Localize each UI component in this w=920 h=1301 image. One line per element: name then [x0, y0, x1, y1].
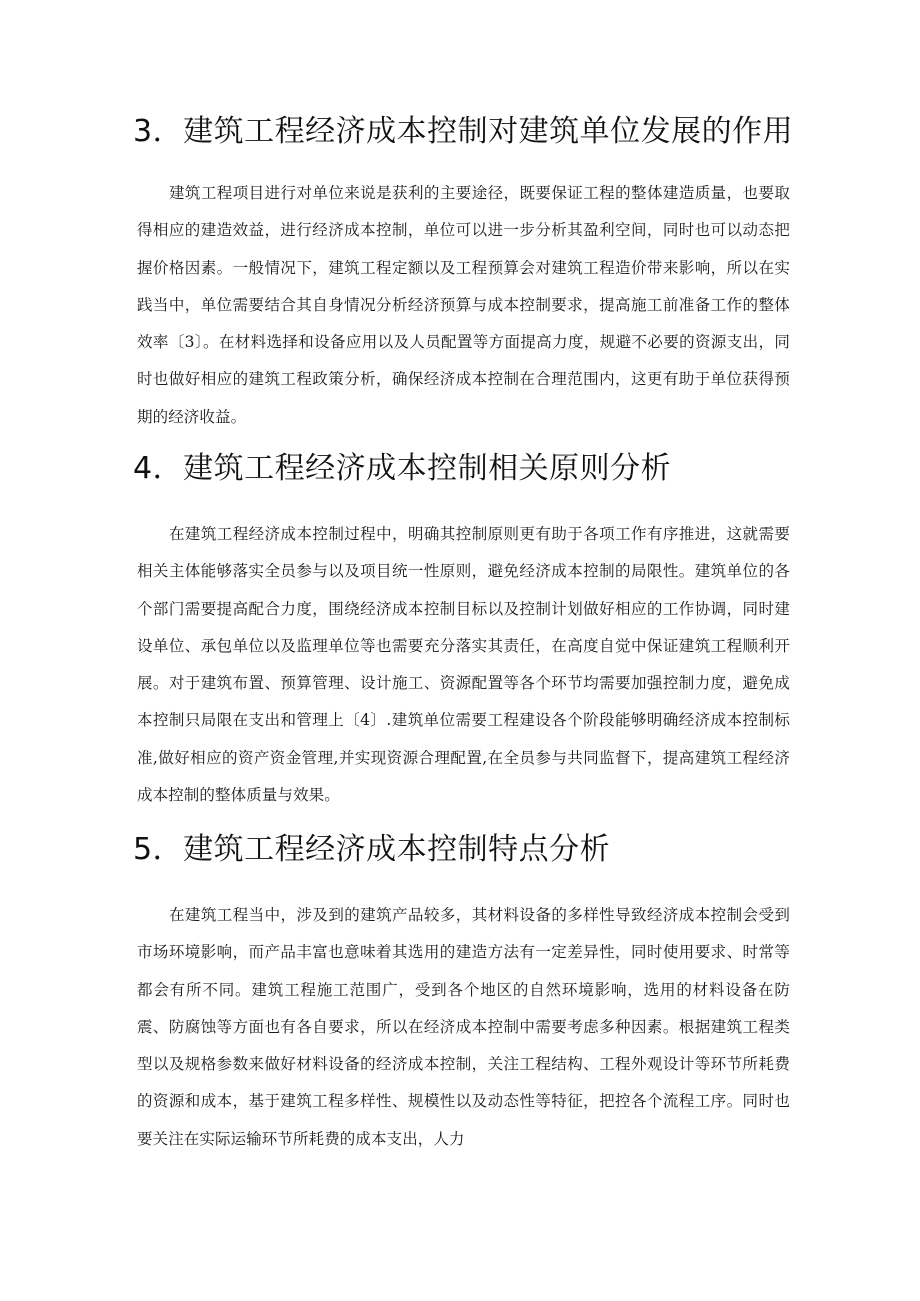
section-5-heading: 5．建筑工程经济成本控制特点分析	[133, 832, 611, 867]
section-4-heading: 4．建筑工程经济成本控制相关原则分析	[133, 451, 672, 486]
section-4-paragraph: 在建筑工程经济成本控制过程中，明确其控制原则更有助于各项工作有序推进，这就需要相关主体能够落实全员参与以及项目统一性原则，避免经济成本控制的局限性。建筑单位的各个部门需要提高配合力度，围绕经济成本控制目标以及控制计划做好相应的工作协调，同时建设单位、承包单位以及监理单位等也需要充分落实其责任，在高度自觉中保证建筑工程顺利开展。对于建筑布置、预算管理、设计施工、资源配置等各个环节均需要加强控制力度，避免成本控制只局限在支出和管理上〔4〕.建筑单位需要工程建设各个阶段能够明确经济成本控制标准,做好相应的资产资金管理,并实现资源合理配置,在全员参与共同监督下，提高建筑工程经济成本控制的整体质量与效果。	[137, 525, 790, 805]
section-3-paragraph: 建筑工程项目进行对单位来说是获利的主要途径，既要保证工程的整体建造质量，也要取得相应的建造效益，进行经济成本控制，单位可以进一步分析其盈利空间，同时也可以动态把握价格因素。一般情况下，建筑工程定额以及工程预算会对建筑工程造价带来影响，所以在实践当中，单位需要结合其自身情况分析经济预算与成本控制要求，提高施工前准备工作的整体效率〔3〕。在材料选择和设备应用以及人员配置等方面提高力度，规避不必要的资源支出，同时也做好相应的建筑工程政策分析，确保经济成本控制在合理范围内，这更有助于单位获得预期的经济收益。	[137, 184, 790, 426]
section-5-paragraph: 在建筑工程当中，涉及到的建筑产品较多，其材料设备的多样性导致经济成本控制会受到市场环境影响，而产品丰富也意味着其选用的建造方法有一定差异性，同时使用要求、时常等都会有所不同。建筑工程施工范围广，受到各个地区的自然环境影响，选用的材料设备在防震、防腐蚀等方面也有各自要求，所以在经济成本控制中需要考虑多种因素。根据建筑工程类型以及规格参数来做好材料设备的经济成本控制，关注工程结构、工程外观设计等环节所耗费的资源和成本，基于建筑工程多样性、规模性以及动态性等特征，把控各个流程工序。同时也要关注在实际运输环节所耗费的成本支出，人力	[137, 906, 790, 1148]
section-3-heading: 3．建筑工程经济成本控制对建筑单位发展的作用	[133, 114, 794, 149]
